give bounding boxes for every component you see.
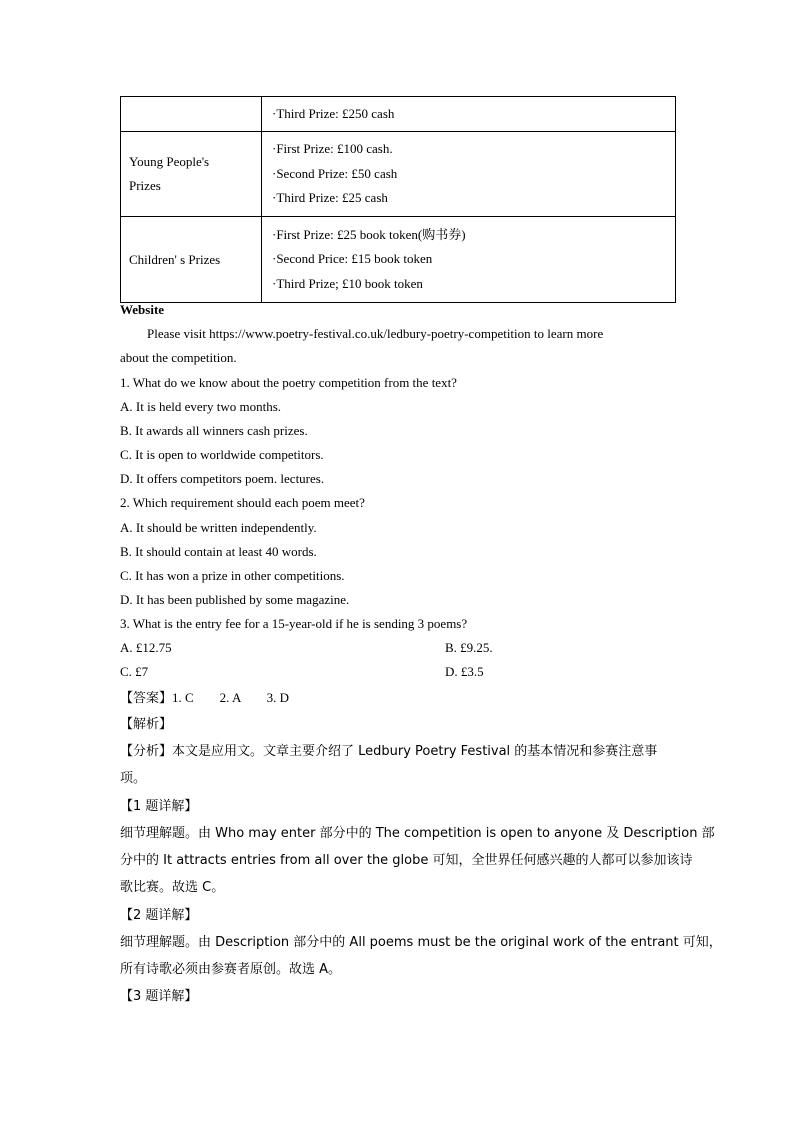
table-row <box>121 97 676 132</box>
analysis-summary: 【分析】本文是应用文。文章主要介绍了 Ledbury Poetry Festival 的基本情况和参赛注意事 <box>120 744 658 759</box>
detail-text: 歌比赛。故选 C。 <box>120 880 225 895</box>
option: C. It has won a prize in other competitions. <box>120 568 345 583</box>
category-label: Children' s Prizes <box>129 251 221 267</box>
option: A. It should be written independently. <box>120 520 317 535</box>
items-cell <box>262 97 676 132</box>
question-stem: 3. What is the entry fee for a 15-year-old if he is sending 3 poems? <box>120 616 468 631</box>
answer-values: 1. C 2. A 3. D <box>172 690 290 705</box>
table-row <box>121 132 676 217</box>
option: C. It is open to worldwide competitors. <box>120 447 324 462</box>
prize-item: ·Second Price: £15 book token <box>272 251 433 267</box>
detail-text: 分中的 It attracts entries from all over the globe 可知，全世界任何感兴趣的人都可以参加该诗 <box>120 853 693 868</box>
website-text: Please visit https://www.poetry-festival.co.uk/ledbury-poetry-competition to learn more <box>147 326 604 341</box>
answer-tag: 【答案】 <box>120 691 173 706</box>
analysis-summary: 项。 <box>120 771 147 786</box>
website-heading: Website <box>120 302 165 317</box>
prize-table <box>120 96 676 303</box>
option: C. £7 <box>120 664 149 679</box>
category-label: Prizes <box>129 178 161 193</box>
prize-item: ·Third Prize: £250 cash <box>272 105 395 121</box>
detail-heading: 【2 题详解】 <box>120 908 198 923</box>
items-cell <box>262 132 676 217</box>
table-row <box>121 217 676 303</box>
prize-item: ·Third Prize; £10 book token <box>272 275 423 291</box>
detail-heading: 【3 题详解】 <box>120 989 198 1004</box>
detail-text: 所有诗歌必须由参赛者原创。故选 A。 <box>120 962 342 977</box>
category-label: Young People's <box>129 154 210 169</box>
prize-item: ·First Prize: £100 cash. <box>272 141 393 157</box>
website-text: about the competition. <box>120 350 237 365</box>
option: B. It awards all winners cash prizes. <box>120 423 308 438</box>
option: B. £9.25. <box>445 640 493 655</box>
question-stem: 1. What do we know about the poetry competition from the text? <box>120 375 457 390</box>
analysis-tag: 【解析】 <box>120 717 173 732</box>
category-cell <box>121 97 262 132</box>
answer-line <box>120 688 289 709</box>
question-stem: 2. Which requirement should each poem meet? <box>120 495 365 510</box>
detail-text: 细节理解题。由 Description 部分中的 All poems must be the original work of the entrant 可知， <box>120 935 722 950</box>
detail-heading: 【1 题详解】 <box>120 799 198 814</box>
prize-item: ·Second Prize: £50 cash <box>272 165 398 181</box>
prize-item: ·First Prize: £25 book token(购书券) <box>272 226 466 242</box>
option: A. £12.75 <box>120 640 172 655</box>
option: D. It has been published by some magazine. <box>120 592 350 607</box>
option: B. It should contain at least 40 words. <box>120 544 317 559</box>
category-cell <box>121 217 262 303</box>
option: D. It offers competitors poem. lectures. <box>120 471 325 486</box>
prize-item: ·Third Prize: £25 cash <box>272 190 388 206</box>
option: A. It is held every two months. <box>120 399 282 414</box>
category-cell <box>121 132 262 217</box>
detail-text: 细节理解题。由 Who may enter 部分中的 The competition is open to anyone 及 Description 部 <box>120 826 715 841</box>
option: D. £3.5 <box>445 664 484 679</box>
items-cell <box>262 217 676 303</box>
